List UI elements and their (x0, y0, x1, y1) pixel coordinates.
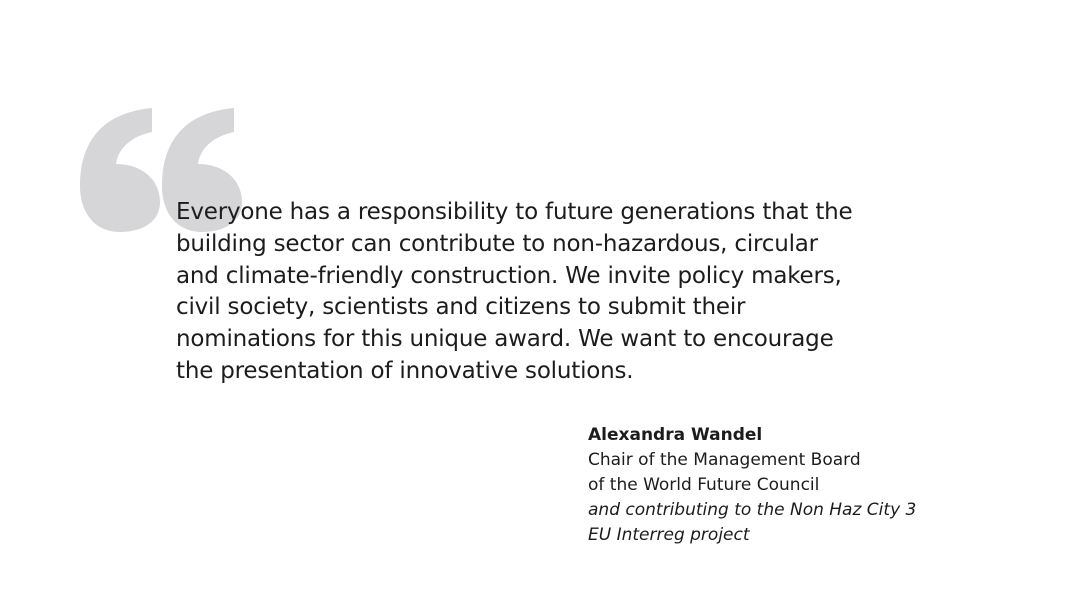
quote-attribution (588, 423, 1028, 548)
quote-text (176, 197, 936, 388)
author-role-line: of the World Future Council (588, 475, 820, 495)
quote-line: civil society, scientists and citizens to submit their (176, 294, 746, 321)
author-note-line: and contributing to the Non Haz City 3 (588, 500, 917, 520)
quote-line: nominations for this unique award. We want to encourage (176, 326, 834, 353)
author-role-line: Chair of the Management Board (588, 450, 861, 470)
quote-line: and climate-friendly construction. We invite policy makers, (176, 262, 842, 289)
author-name: Alexandra Wandel (588, 425, 763, 445)
quote-line: building sector can contribute to non-hazardous, circular (176, 230, 818, 257)
quote-line: Everyone has a responsibility to future generations that the (176, 199, 853, 225)
author-note-line: EU Interreg project (588, 525, 750, 545)
quote-line: the presentation of innovative solutions. (176, 357, 634, 384)
